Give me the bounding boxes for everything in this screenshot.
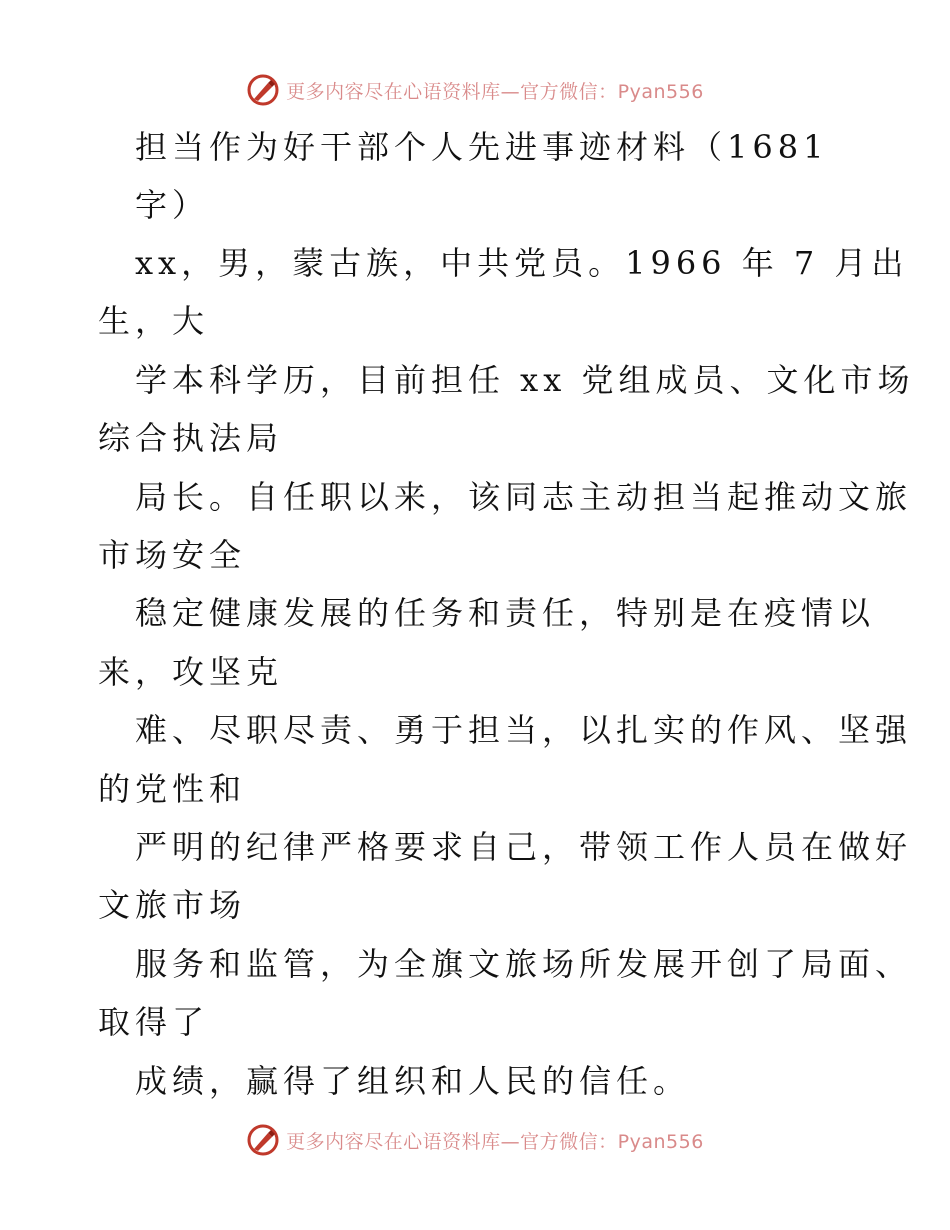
text-line: 服务和监管，为全旗文旅场所发展开创了局面、 <box>135 945 913 983</box>
watermark-banner-bottom <box>0 1120 950 1160</box>
text-line: 成绩，赢得了组织和人民的信任。 <box>135 1062 691 1100</box>
text-line: 取得了 <box>98 1003 210 1041</box>
document-title: 担当作为好干部个人先进事迹材料（1681 <box>135 128 829 166</box>
text-line: 局长。自任职以来，该同志主动担当起推动文旅 <box>135 478 913 516</box>
text-line: 字） <box>135 186 210 224</box>
text-line: 学本科学历，目前担任 xx 党组成员、文化市场 <box>135 361 915 399</box>
text-line: 稳定健康发展的任务和责任，特别是在疫情以 <box>135 594 876 632</box>
text-line: 市场安全 <box>98 536 247 574</box>
text-line: 严明的纪律严格要求自己，带领工作人员在做好 <box>135 828 913 866</box>
watermark-text: 更多内容尽在心语资料库—官方微信：Pyan556 <box>286 80 704 103</box>
watermark-banner-top <box>0 70 950 110</box>
text-line: 难、尽职尽责、勇于担当，以扎实的作风、坚强 <box>135 711 913 749</box>
text-line: 来，攻坚克 <box>98 653 284 691</box>
watermark-text: 更多内容尽在心语资料库—官方微信：Pyan556 <box>286 1130 704 1153</box>
text-line: 文旅市场 <box>98 886 247 924</box>
pen-logo-icon <box>246 1123 280 1157</box>
pen-logo-icon <box>246 73 280 107</box>
text-line: 综合执法局 <box>98 419 284 457</box>
text-line: 的党性和 <box>98 770 247 808</box>
text-line: 生，大 <box>98 302 210 340</box>
text-line: xx，男，蒙古族，中共党员。1966 年 7 月出 <box>135 244 909 282</box>
